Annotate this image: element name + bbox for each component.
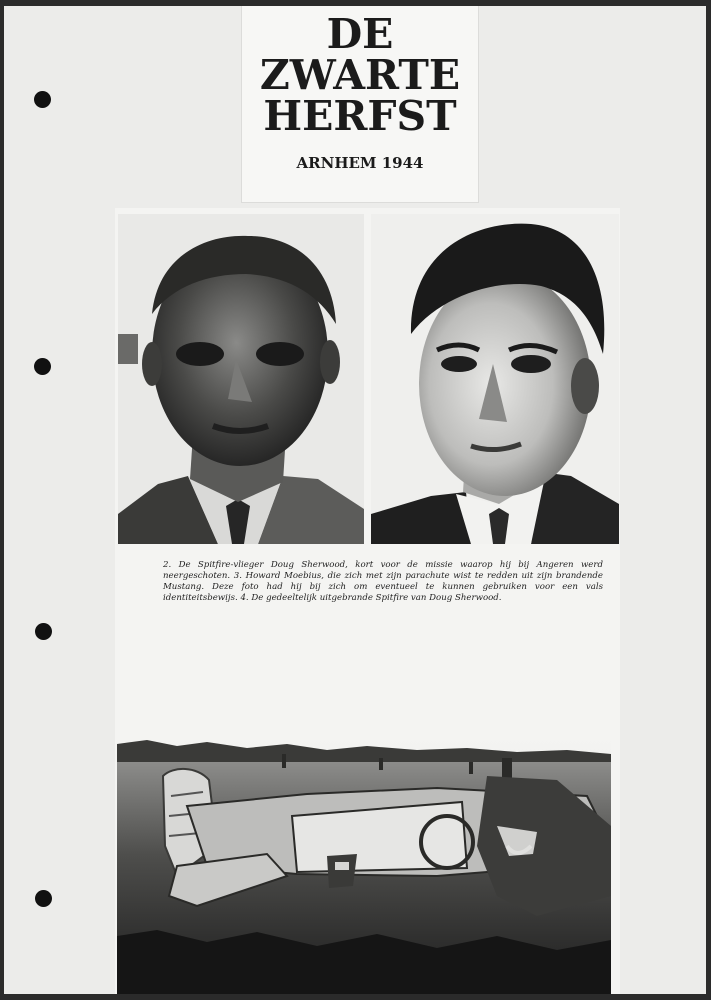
punch-hole bbox=[35, 623, 52, 640]
masthead-title bbox=[242, 10, 478, 140]
masthead-line-2: ZWARTE bbox=[259, 51, 461, 99]
punch-hole bbox=[34, 358, 51, 375]
newspaper-masthead-clipping bbox=[242, 6, 478, 202]
photo-clipping bbox=[115, 208, 620, 994]
photo-caption: 2. De Spitfire-vlieger Doug Sherwood, kort voor de missie waarop hij bij Angeren werd neergeschoten. 3. Howard Moebius, die zich met zijn parachute wist te redden uit zijn brandende Mustang. Deze foto had hij bij zich om eventueel te kunnen gebruiken voor een vals identiteitsbewijs. 4. De gedeeltelijk uitgebrande Spitfire van Doug Sherwood. bbox=[163, 560, 603, 603]
punch-hole bbox=[35, 890, 52, 907]
spitfire-wreck-photo bbox=[117, 736, 611, 994]
portrait-photo-left bbox=[118, 214, 364, 544]
masthead-line-3: HERFST bbox=[263, 92, 457, 140]
punch-hole bbox=[34, 91, 51, 108]
masthead-subtitle: ARNHEM 1944 bbox=[296, 154, 424, 172]
archive-page bbox=[4, 6, 706, 994]
masthead-line-1: DE bbox=[326, 10, 394, 58]
portrait-photo-right bbox=[371, 214, 619, 544]
